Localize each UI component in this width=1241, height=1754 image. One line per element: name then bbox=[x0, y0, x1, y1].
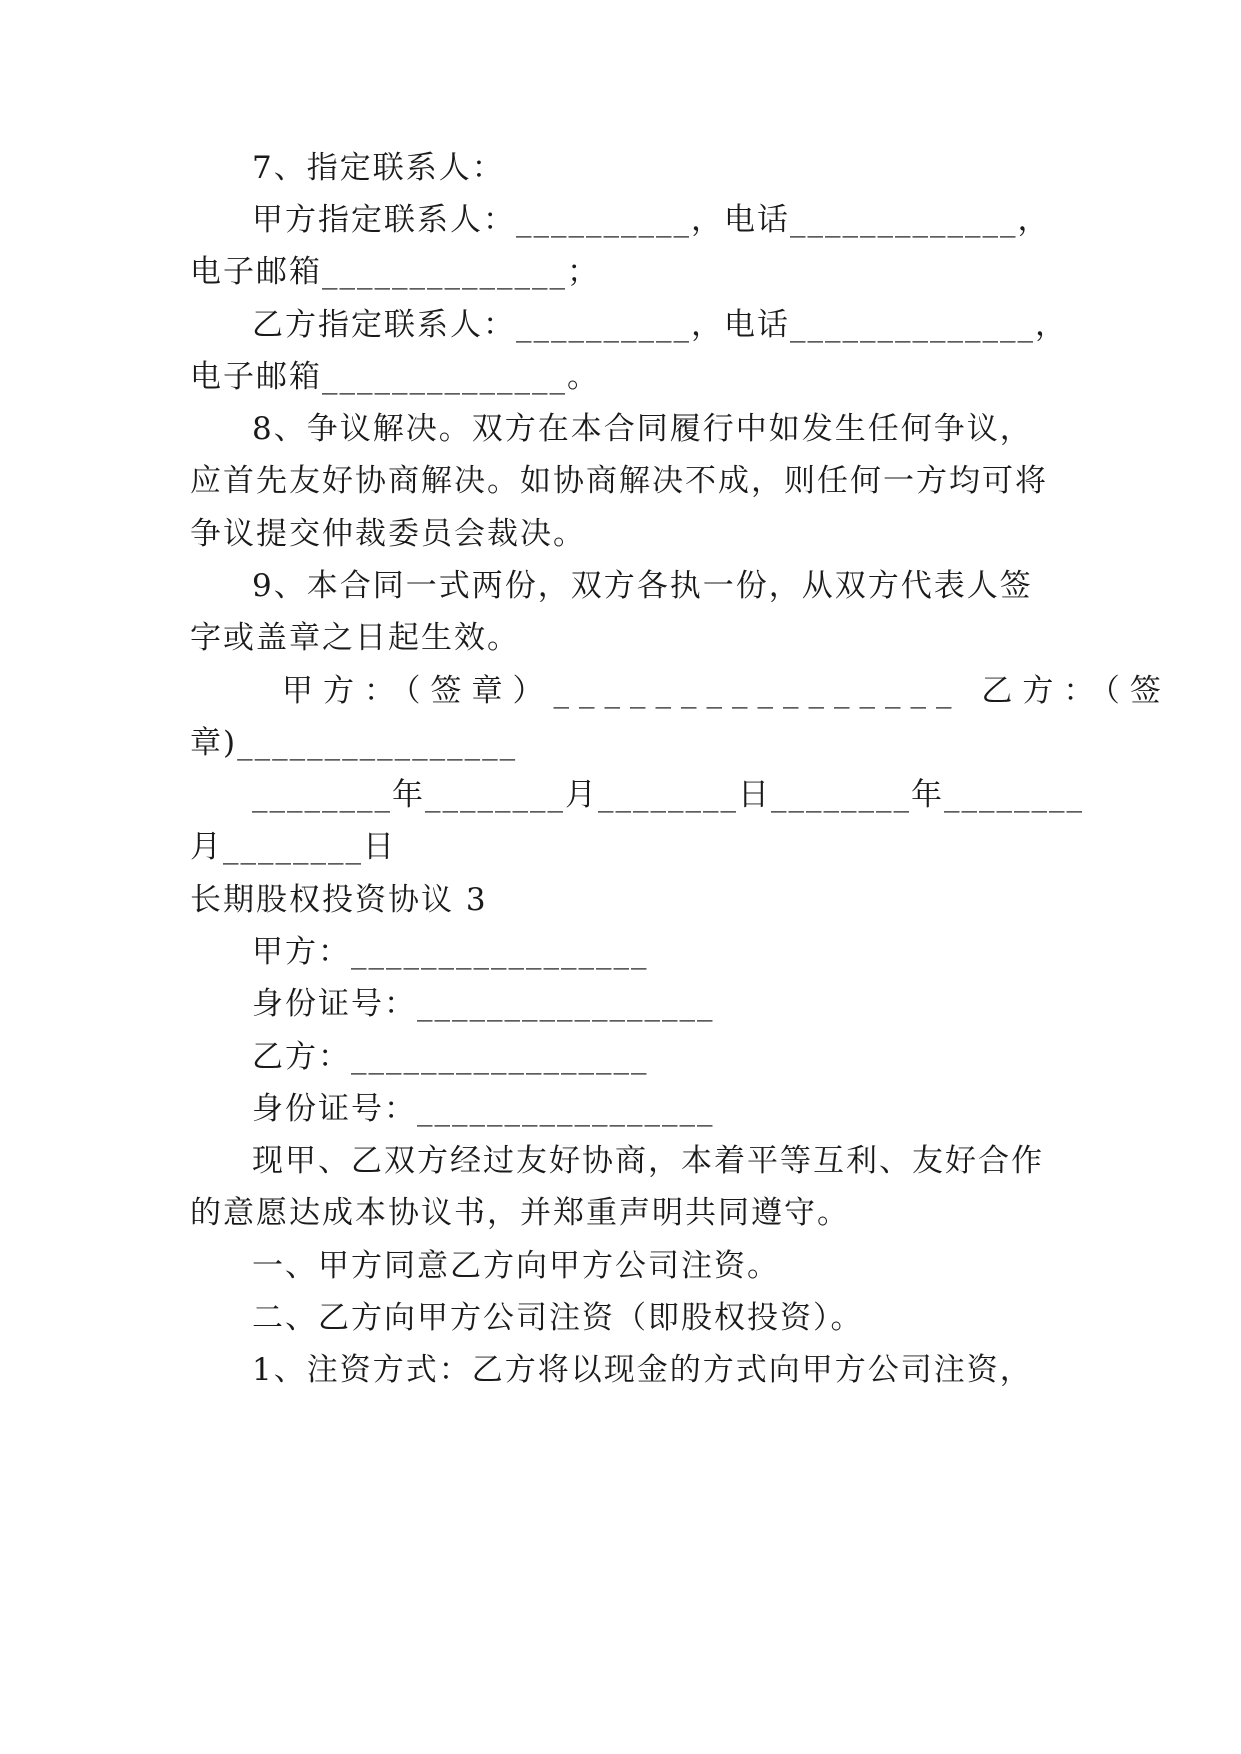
clause-9-line-1: 9、本合同一式两份，双方各执一份，从双方代表人签 bbox=[252, 568, 1033, 604]
date-line-1: ________年________月________日________年________ bbox=[252, 777, 1084, 813]
party-b-contact-line: 乙方指定联系人：__________，电话______________， bbox=[252, 307, 1068, 343]
preamble-line-1: 现甲、乙双方经过友好协商，本着平等互利、友好合作 bbox=[252, 1143, 1044, 1179]
party-b-id-field: 身份证号：_________________ bbox=[252, 1091, 715, 1127]
signature-line-1: 甲方：（签章）________________ 乙方：（签 bbox=[282, 673, 1171, 709]
section-title: 长期股权投资协议 3 bbox=[190, 882, 488, 918]
party-a-email-line: 电子邮箱______________； bbox=[190, 254, 600, 290]
signature-line-2: 章)________________ bbox=[190, 725, 518, 761]
clause-7-heading: 7、指定联系人： bbox=[252, 150, 505, 186]
article-2-item-1: 1、注资方式：乙方将以现金的方式向甲方公司注资， bbox=[252, 1352, 1033, 1388]
preamble-line-2: 的意愿达成本协议书，并郑重声明共同遵守。 bbox=[190, 1195, 850, 1231]
party-b-email-line: 电子邮箱______________。 bbox=[190, 359, 600, 395]
clause-8-line-2: 应首先友好协商解决。如协商解决不成，则任何一方均可将 bbox=[190, 463, 1048, 499]
clause-8-line-3: 争议提交仲裁委员会裁决。 bbox=[190, 516, 586, 552]
clause-8-line-1: 8、争议解决。双方在本合同履行中如发生任何争议， bbox=[252, 411, 1033, 447]
party-a-contact-line: 甲方指定联系人：__________，电话_____________， bbox=[252, 202, 1051, 238]
clause-9-line-2: 字或盖章之日起生效。 bbox=[190, 620, 520, 656]
party-a-field: 甲方：_________________ bbox=[252, 934, 649, 970]
party-a-id-field: 身份证号：_________________ bbox=[252, 986, 715, 1022]
article-2: 二、乙方向甲方公司注资（即股权投资）。 bbox=[252, 1300, 864, 1336]
article-1: 一、甲方同意乙方向甲方公司注资。 bbox=[252, 1248, 780, 1284]
party-b-field: 乙方：_________________ bbox=[252, 1039, 649, 1075]
date-line-2: 月________日 bbox=[190, 829, 396, 865]
